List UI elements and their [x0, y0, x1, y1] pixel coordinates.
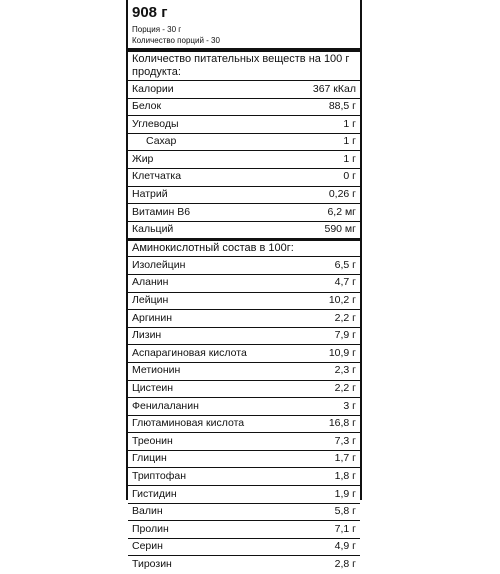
label-header: [128, 0, 360, 46]
nutrient-row-name: Жир: [132, 152, 154, 165]
amino-row-value: 4,7 г: [334, 276, 356, 289]
nutrient-row-value: 590 мг: [324, 223, 356, 236]
amino-section-title: Аминокислотный состав в 100г:: [132, 242, 294, 255]
nutrient-row-value: 367 кКал: [312, 82, 356, 95]
nutrient-row-name: Сахар: [146, 135, 177, 148]
amino-row-name: Лейцин: [132, 294, 169, 307]
amino-row-value: 7,3 г: [334, 434, 356, 447]
amino-row: [128, 450, 360, 468]
amino-row-value: 3 г: [343, 399, 356, 412]
amino-row: [128, 520, 360, 538]
nutrient-row-name: Белок: [132, 100, 162, 113]
nutrients-list: [128, 80, 360, 238]
amino-row-name: Метионин: [132, 364, 181, 377]
amino-row-name: Цистеин: [132, 382, 174, 394]
nutrient-row-value: 1 г: [343, 117, 356, 130]
amino-row-name: Серин: [132, 540, 163, 553]
nutrient-row: [128, 221, 360, 239]
nutrient-row-value: 6,2 мг: [327, 205, 356, 218]
amino-row: [128, 344, 360, 362]
amino-row-value: 2,2 г: [334, 311, 356, 324]
amino-row: [128, 309, 360, 327]
amino-acids-list: [128, 256, 360, 573]
amino-row-name: Глицин: [132, 452, 167, 465]
amino-row-value: 7,1 г: [334, 522, 356, 535]
amino-row: [128, 292, 360, 310]
nutrient-row: [128, 150, 360, 168]
amino-row-name: Аспарагиновая кислота: [132, 346, 247, 359]
amino-row-name: Триптофан: [132, 469, 187, 482]
amino-row-value: 1,7 г: [334, 452, 356, 465]
nutrient-row: [128, 186, 360, 204]
nutrient-row-name: Кальций: [132, 223, 174, 236]
amino-row-value: 6,5 г: [334, 258, 356, 271]
amino-row-value: 7,9 г: [334, 329, 356, 342]
amino-row-value: 10,2 г: [328, 294, 356, 307]
nutrient-row-name: Витамин В6: [132, 205, 191, 218]
nutrient-row: [128, 80, 360, 98]
package-weight: 908 г: [132, 4, 168, 21]
amino-row-name: Валин: [132, 505, 163, 518]
nutrient-row-name: Углеводы: [132, 117, 179, 130]
amino-row-name: Треонин: [132, 434, 173, 447]
amino-row-name: Аланин: [132, 276, 169, 289]
nutrient-row: [128, 115, 360, 133]
nutrient-row-name: Калории: [132, 82, 174, 95]
amino-row: [128, 274, 360, 292]
nutrient-row-name: Клетчатка: [132, 170, 182, 183]
amino-row-value: 5,8 г: [334, 505, 356, 518]
amino-row: [128, 538, 360, 556]
amino-row: [128, 555, 360, 573]
amino-row: [128, 503, 360, 521]
nutrient-row-value: 88,5 г: [328, 100, 356, 113]
nutrition-label: [126, 0, 362, 570]
amino-row: [128, 362, 360, 380]
nutrient-row-value: 1 г: [343, 152, 356, 165]
nutrient-row: [128, 98, 360, 116]
amino-row-name: Лизин: [132, 329, 162, 342]
servings-count: Количество порций - 30: [132, 36, 220, 45]
amino-row: [128, 467, 360, 485]
nutrient-row: [128, 168, 360, 186]
amino-row-value: 2,8 г: [334, 557, 356, 570]
amino-row: [128, 397, 360, 415]
nutrient-row-value: 0,26 г: [328, 188, 356, 201]
amino-row-name: Изолейцин: [132, 258, 186, 271]
amino-row-name: Пролин: [132, 522, 169, 535]
amino-row-value: 16,8 г: [328, 417, 356, 430]
amino-row: [128, 432, 360, 450]
amino-row-value: 2,3 г: [334, 364, 356, 377]
amino-row-value: 1,9 г: [334, 487, 356, 500]
amino-row-name: Фенилаланин: [132, 399, 199, 412]
amino-row-value: 10,9 г: [328, 346, 356, 359]
nutrient-row-value: 0 г: [343, 170, 356, 183]
amino-row: [128, 380, 360, 398]
amino-row-value: 1,8 г: [334, 469, 356, 482]
amino-row: [128, 256, 360, 274]
nutrient-row-value: 1 г: [343, 135, 356, 148]
amino-row-name: Аргинин: [132, 311, 173, 324]
nutrient-row: [128, 203, 360, 221]
amino-row-name: Глютаминовая кислота: [132, 417, 245, 430]
amino-row-name: Тирозин: [132, 557, 172, 570]
amino-row-name: Гистидин: [132, 487, 177, 500]
amino-row-value: 2,2 г: [334, 382, 356, 394]
amino-row: [128, 415, 360, 433]
nutrient-row-name: Натрий: [132, 188, 168, 201]
amino-row-value: 4,9 г: [334, 540, 356, 553]
serving-size: Порция - 30 г: [132, 25, 182, 34]
amino-row: [128, 327, 360, 345]
nutrition-section-title: Количество питательных веществ на 100 г продукта:: [132, 53, 350, 78]
amino-row: [128, 485, 360, 503]
nutrient-row: [128, 133, 360, 151]
